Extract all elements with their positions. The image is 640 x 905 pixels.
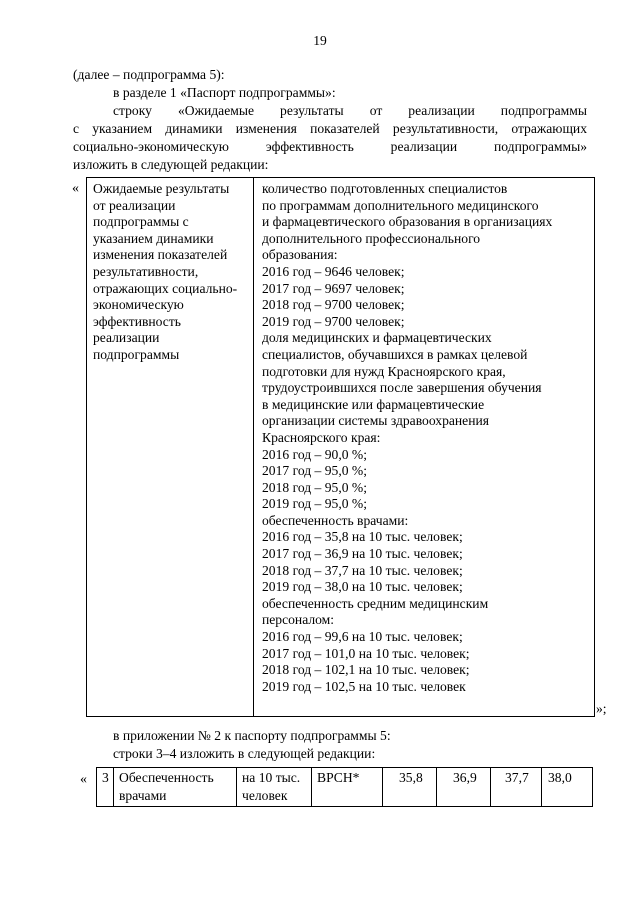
- content-line: 2016 год – 35,8 на 10 тыс. человек;: [262, 529, 463, 545]
- column-divider: [541, 768, 542, 806]
- content-line: обеспеченность врачами:: [262, 512, 409, 528]
- column-divider: [236, 768, 237, 806]
- indicator-name-line-2: врачами: [119, 788, 167, 803]
- passport-label-cell: [93, 181, 251, 364]
- content-line: дополнительного профессионального: [262, 230, 481, 246]
- content-line: по программам дополнительного медицинского: [262, 197, 539, 213]
- intro-line-2: в разделе 1 «Паспорт подпрограммы»:: [113, 85, 336, 100]
- table-column-divider: [253, 178, 254, 716]
- value-2019: 38,0: [548, 770, 572, 785]
- column-divider: [490, 768, 491, 806]
- column-divider: [113, 768, 114, 806]
- content-line: подготовки для нужд Красноярского края,: [262, 363, 506, 379]
- content-line: 2018 год – 102,1 на 10 тыс. человек;: [262, 662, 470, 678]
- content-line: 2019 год – 9700 человек;: [262, 313, 405, 329]
- content-line: 2019 год – 38,0 на 10 тыс. человек;: [262, 579, 463, 595]
- label-line: результативности,: [93, 263, 199, 279]
- content-line: в медицинские или фармацевтические: [262, 396, 485, 412]
- content-line: Красноярского края:: [262, 429, 381, 445]
- content-line: образования:: [262, 247, 338, 263]
- page-number: 19: [313, 33, 327, 48]
- content-line: 2016 год – 90,0 %;: [262, 446, 368, 462]
- paragraph-line-3: социально-экономическую эффективность реализации подпрограммы»: [73, 139, 587, 154]
- indicator-name-line-1: Обеспеченность: [119, 770, 214, 785]
- label-line: от реализации: [93, 197, 176, 213]
- label-line: отражающих социально-: [93, 280, 238, 296]
- content-line: 2019 год – 95,0 %;: [262, 496, 368, 512]
- content-line: и фармацевтического образования в организациях: [262, 214, 553, 230]
- content-line: обеспеченность средним медицинским: [262, 595, 489, 611]
- label-line: изменения показателей: [93, 247, 228, 263]
- content-line: 2017 год – 36,9 на 10 тыс. человек;: [262, 546, 463, 562]
- content-line: количество подготовленных специалистов: [262, 181, 508, 196]
- passport-content-cell: [262, 181, 594, 695]
- column-divider: [382, 768, 383, 806]
- content-line: доля медицинских и фармацевтических: [262, 330, 492, 346]
- label-line: эффективность: [93, 313, 181, 329]
- content-line: трудоустроившихся после завершения обучения: [262, 380, 542, 396]
- table-close-quote: »;: [596, 701, 607, 716]
- paragraph-line-1: строку «Ожидаемые результаты от реализации подпрограммы: [113, 103, 587, 118]
- content-line: 2017 год – 101,0 на 10 тыс. человек;: [262, 645, 470, 661]
- label-line: реализации: [93, 330, 160, 346]
- column-divider: [436, 768, 437, 806]
- content-line: организации системы здравоохранения: [262, 413, 490, 429]
- content-line: 2019 год – 102,5 на 10 тыс. человек: [262, 678, 466, 694]
- label-line: указанием динамики: [93, 230, 214, 246]
- value-2018: 37,7: [505, 770, 529, 785]
- content-line: специалистов, обучавшихся в рамках целевой: [262, 346, 528, 362]
- content-line: 2018 год – 9700 человек;: [262, 297, 405, 313]
- row-number: 3: [102, 770, 109, 785]
- label-line: подпрограммы: [93, 346, 180, 362]
- unit-line-2: человек: [242, 788, 288, 803]
- content-line: 2016 год – 9646 человек;: [262, 263, 405, 279]
- label-line: экономическую: [93, 297, 184, 313]
- intro-line-1: (далее – подпрограмма 5):: [73, 67, 225, 82]
- content-line: 2017 год – 95,0 %;: [262, 463, 368, 479]
- data-source: ВРСН*: [317, 770, 360, 785]
- content-line: 2017 год – 9697 человек;: [262, 280, 405, 296]
- value-2016: 35,8: [399, 770, 423, 785]
- indicators-table-row: [96, 767, 593, 807]
- content-line: 2018 год – 95,0 %;: [262, 479, 368, 495]
- content-line: 2016 год – 99,6 на 10 тыс. человек;: [262, 629, 463, 645]
- appendix-line-1: в приложении № 2 к паспорту подпрограммы 5:: [113, 728, 391, 743]
- rows-open-quote: «: [80, 772, 87, 787]
- value-2017: 36,9: [453, 770, 477, 785]
- appendix-line-2: строки 3–4 изложить в следующей редакции:: [113, 746, 376, 761]
- table-open-quote: «: [72, 181, 79, 196]
- label-line: подпрограммы с: [93, 214, 189, 230]
- content-line: 2018 год – 37,7 на 10 тыс. человек;: [262, 562, 463, 578]
- paragraph-line-4: изложить в следующей редакции:: [73, 157, 269, 172]
- passport-table: [86, 177, 595, 717]
- column-divider: [311, 768, 312, 806]
- paragraph-line-2: с указанием динамики изменения показателей результативности, отражающих: [73, 121, 587, 136]
- content-line: персоналом:: [262, 612, 335, 628]
- unit-line-1: на 10 тыс.: [242, 770, 301, 785]
- label-line: Ожидаемые результаты: [93, 181, 230, 196]
